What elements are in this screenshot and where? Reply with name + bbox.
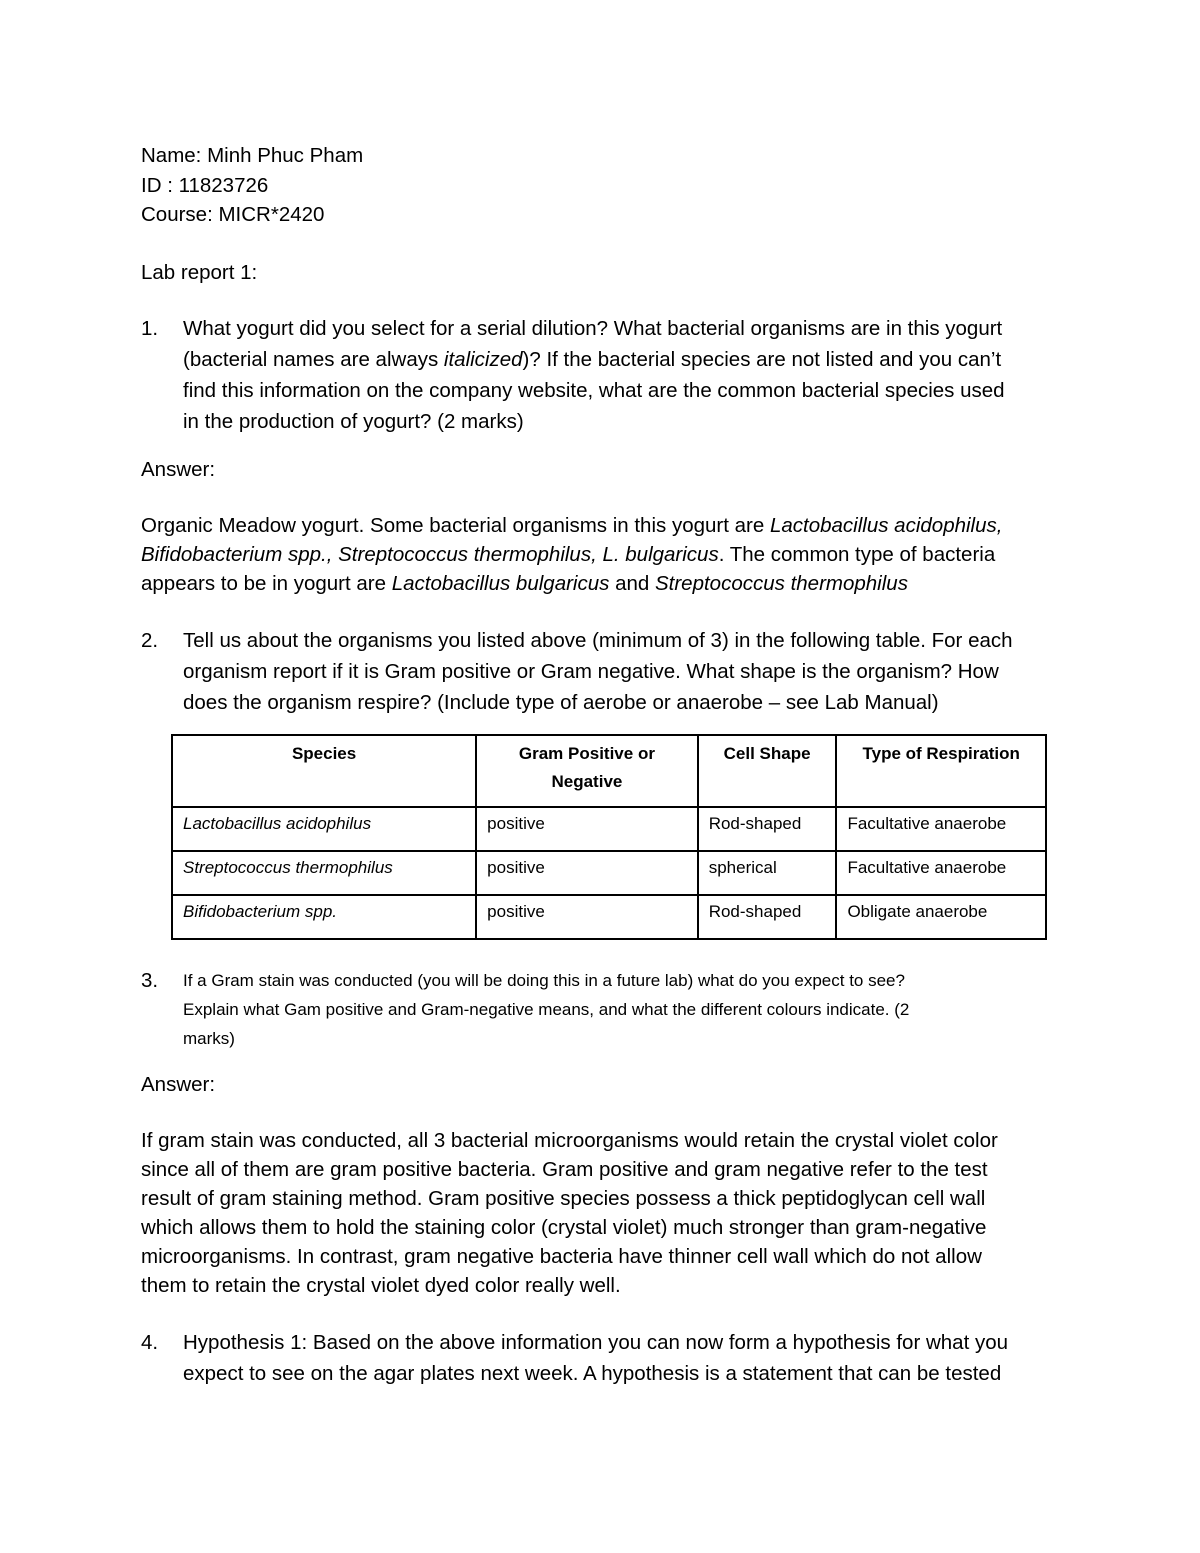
q1-text: (bacterial names are always: [183, 348, 444, 371]
a1-species: Lactobacillus bulgaricus: [391, 572, 610, 595]
table-row: [172, 851, 1046, 895]
question-1-line: [183, 345, 1001, 375]
table-cell: Obligate anaerobe: [836, 895, 1046, 939]
question-2-line: Tell us about the organisms you listed above (minimum of 3) in the following table. For each: [183, 629, 1013, 652]
answer-3-line: If gram stain was conducted, all 3 bacterial microorganisms would retain the crystal violet color: [141, 1129, 998, 1152]
student-id: ID : 11823726: [141, 174, 269, 197]
question-4-line: Hypothesis 1: Based on the above information you can now form a hypothesis for what you: [183, 1331, 1009, 1354]
question-1-number: 1.: [141, 317, 159, 340]
student-name: Name: Minh Phuc Pham: [141, 144, 364, 167]
question-1-line: What yogurt did you select for a serial dilution? What bacterial organisms are in this yogurt: [183, 317, 1003, 340]
table-cell: positive: [476, 895, 698, 939]
question-3-line: marks): [183, 1029, 235, 1048]
answer-3-line: result of gram staining method. Gram positive species possess a thick peptidoglycan cell wall: [141, 1187, 986, 1210]
question-3-line: Explain what Gam positive and Gram-negative means, and what the different colours indicate. (2: [183, 1000, 910, 1019]
table-row: [172, 807, 1046, 851]
a1-text: Organic Meadow yogurt. Some bacterial organisms in this yogurt are: [141, 514, 770, 537]
report-title: Lab report 1:: [141, 261, 258, 284]
answer-3-label: Answer:: [141, 1073, 216, 1096]
question-2-line: organism report if it is Gram positive or Gram negative. What shape is the organism? How: [183, 660, 999, 683]
question-1-line: in the production of yogurt? (2 marks): [183, 410, 524, 433]
table-header-cell: Type of Respiration: [836, 735, 1046, 807]
table-row: [172, 895, 1046, 939]
answer-3-line: which allows them to hold the staining color (crystal violet) much stronger than gram-negative: [141, 1216, 987, 1239]
table-cell: Rod-shaped: [698, 895, 837, 939]
table-header-cell: Cell Shape: [698, 735, 837, 807]
table-cell-species: Lactobacillus acidophilus: [172, 807, 476, 851]
question-1-line: find this information on the company website, what are the common bacterial species used: [183, 379, 1005, 402]
table-cell-species: Streptococcus thermophilus: [172, 851, 476, 895]
question-2-line: does the organism respire? (Include type of aerobe or anaerobe – see Lab Manual): [183, 691, 939, 714]
q1-italic-text: italicized: [443, 348, 523, 371]
a1-species: Bifidobacterium spp., Streptococcus thermophilus, L. bulgaricus: [141, 543, 719, 566]
table-cell: Rod-shaped: [698, 807, 837, 851]
table-cell: Facultative anaerobe: [836, 851, 1046, 895]
answer-3-line: them to retain the crystal violet dyed color really well.: [141, 1274, 621, 1297]
table-header-cell: Species: [172, 735, 476, 807]
table-header-cell: Gram Positive or Negative: [476, 735, 698, 807]
answer-1-label: Answer:: [141, 458, 216, 481]
organisms-table: [171, 734, 1047, 940]
table-header-row: [172, 735, 1046, 807]
answer-1-line: [141, 569, 908, 599]
table-cell: spherical: [698, 851, 837, 895]
table-cell: Facultative anaerobe: [836, 807, 1046, 851]
table-cell: positive: [476, 807, 698, 851]
course: Course: MICR*2420: [141, 203, 325, 226]
question-4-line: expect to see on the agar plates next week. A hypothesis is a statement that can be tested: [183, 1362, 1002, 1385]
question-2-number: 2.: [141, 629, 159, 652]
answer-1-line: [141, 511, 1002, 541]
a1-text: and: [609, 572, 655, 595]
answer-3-line: microorganisms. In contrast, gram negative bacteria have thinner cell wall which do not allow: [141, 1245, 982, 1268]
a1-text: . The common type of bacteria: [718, 543, 996, 566]
a1-species: Lactobacillus acidophilus,: [769, 514, 1003, 537]
answer-3-line: since all of them are gram positive bacteria. Gram positive and gram negative refer to the test: [141, 1158, 988, 1181]
table-cell: positive: [476, 851, 698, 895]
a1-text: appears to be in yogurt are: [141, 572, 392, 595]
table-cell-species: Bifidobacterium spp.: [172, 895, 476, 939]
q1-text: )? If the bacterial species are not listed and you can’t: [522, 348, 1002, 371]
question-4-number: 4.: [141, 1331, 159, 1354]
answer-1-line: [141, 540, 995, 570]
question-3-number: 3.: [141, 969, 159, 992]
question-3-line: If a Gram stain was conducted (you will be doing this in a future lab) what do you expect to see?: [183, 971, 905, 990]
a1-species: Streptococcus thermophilus: [654, 572, 908, 595]
